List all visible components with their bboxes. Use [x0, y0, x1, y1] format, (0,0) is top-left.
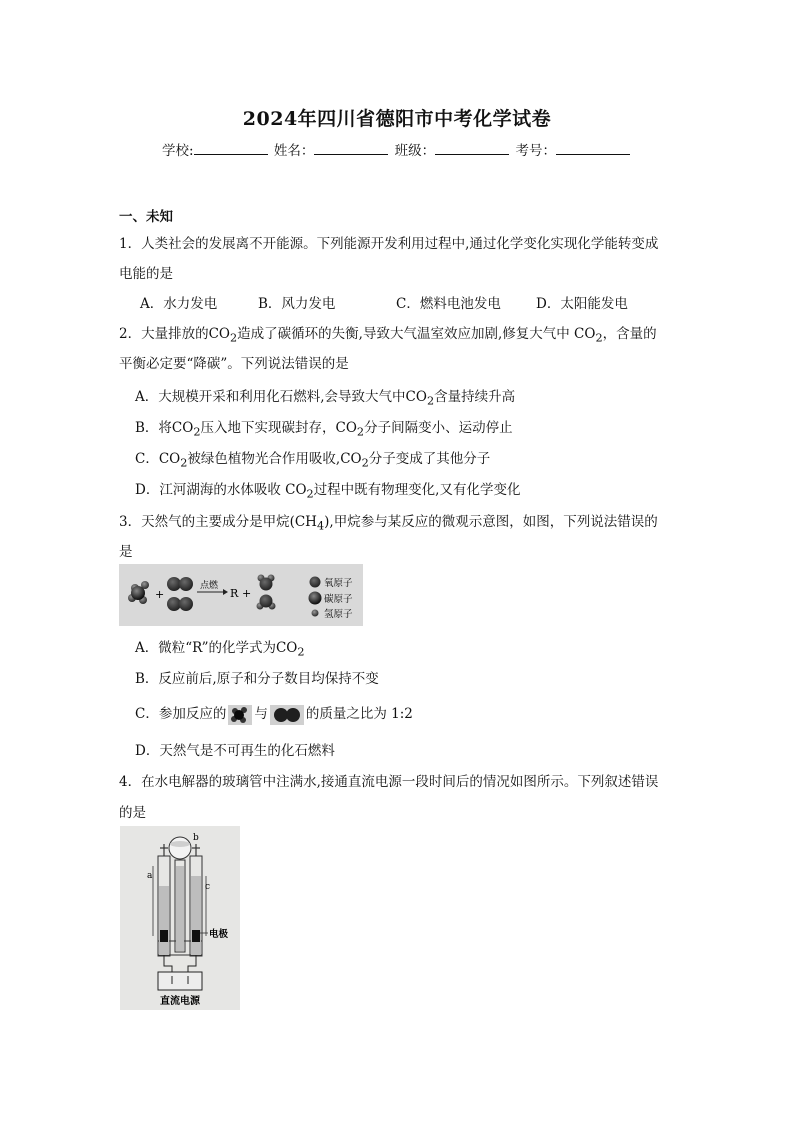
power-supply-box	[158, 972, 202, 990]
q2-option-c[interactable]: C．$CO_2$被绿色植物光合作用吸收$,CO_2$分子变成了其他分子	[135, 451, 491, 470]
product-r: R	[230, 587, 239, 600]
carbon-atom-icon	[309, 592, 322, 605]
arrow-label: 点燃	[200, 581, 219, 591]
svg-text:氧原子: 氧原子	[324, 578, 353, 589]
q2-option-a[interactable]: A．大规模开采和利用化石燃料,会导致大气中$CO_2$含量持续升高	[135, 389, 516, 408]
q2-option-b[interactable]: B．将$CO_2$压入地下实现碳封存，$CO_2$分子间隔变小、运动停止	[135, 420, 513, 439]
atom-legend	[309, 577, 354, 621]
q1-option-c[interactable]: C．燃料电池发电	[396, 296, 501, 312]
q3-option-d[interactable]: D．天然气是不可再生的化石燃料	[135, 743, 335, 759]
funnel-water	[170, 841, 190, 847]
class-label: 班级：	[394, 143, 436, 159]
q4-stem-line2: 的是	[119, 805, 146, 821]
funnel-bulb	[169, 837, 191, 859]
school-label: 学校:	[162, 143, 194, 159]
svg-text:碳原子: 碳原子	[324, 594, 353, 605]
name-blank[interactable]	[314, 142, 388, 155]
methane-inline-icon	[228, 705, 252, 725]
page-title: 2024年四川省德阳市中考化学试卷	[242, 108, 552, 130]
q2-stem-line1: 2．大量排放的$CO_2$造成了碳循环的失衡,导致大气温室效应加剧,修复大气中 $CO_2$，含量的	[119, 326, 657, 345]
label-power: 直流电源	[160, 996, 200, 1007]
section-heading: 一、未知	[119, 209, 173, 225]
q3-stem-line1: 3．天然气的主要成分是甲烷$(CH_4)$,甲烷参与某反应的微观示意图，如图，下列说法错误的	[119, 514, 658, 533]
q3-option-b[interactable]: B．反应前后,原子和分子数目均保持不变	[135, 671, 379, 687]
label-b: b	[193, 833, 199, 843]
q1-stem-line2: 电能的是	[119, 266, 173, 282]
hydrogen-atom-icon	[312, 610, 319, 617]
oxygen-atom-icon	[310, 577, 321, 588]
q1-option-d[interactable]: D．太阳能发电	[536, 296, 628, 312]
number-label: 考号：	[515, 143, 556, 159]
q3-stem-line2: 是	[119, 544, 133, 560]
q1-option-b[interactable]: B．风力发电	[258, 296, 336, 312]
plus-sign-2: +	[242, 587, 252, 600]
q2-option-d[interactable]: D．江河湖海的水体吸收 $CO_2$过程中既有物理变化,又有化学变化	[135, 482, 521, 501]
label-a: a	[147, 871, 153, 881]
oxygen-inline-icon	[270, 705, 304, 725]
plus-sign-1: +	[155, 588, 165, 601]
student-info-row	[0, 139, 794, 159]
q1-stem-line1: 1．人类社会的发展离不开能源。下列能源开发利用过程中,通过化学变化实现化学能转变成	[119, 236, 659, 252]
q3-option-a[interactable]: A．微粒“R”的化学式为$CO_2$	[135, 640, 305, 659]
svg-text:氢原子: 氢原子	[324, 609, 353, 620]
label-electrode: 电极	[209, 929, 229, 940]
reaction-diagram	[119, 564, 363, 626]
name-label: 姓名：	[273, 143, 315, 159]
number-blank[interactable]	[556, 142, 630, 155]
school-blank[interactable]	[194, 142, 268, 155]
q4-stem-line1: 4．在水电解器的玻璃管中注满水,接通直流电源一段时间后的情况如图所示。下列叙述错误	[119, 774, 659, 790]
q1-option-a[interactable]: A．水力发电	[140, 296, 218, 312]
electrolysis-diagram	[120, 826, 240, 1010]
q2-stem-line2: 平衡必定要“降碳”。下列说法错误的是	[119, 356, 349, 372]
class-blank[interactable]	[435, 142, 509, 155]
label-c: c	[205, 882, 211, 892]
q3-option-c[interactable]: C．参加反应的 与 的质量之比为 1:2	[135, 702, 413, 725]
